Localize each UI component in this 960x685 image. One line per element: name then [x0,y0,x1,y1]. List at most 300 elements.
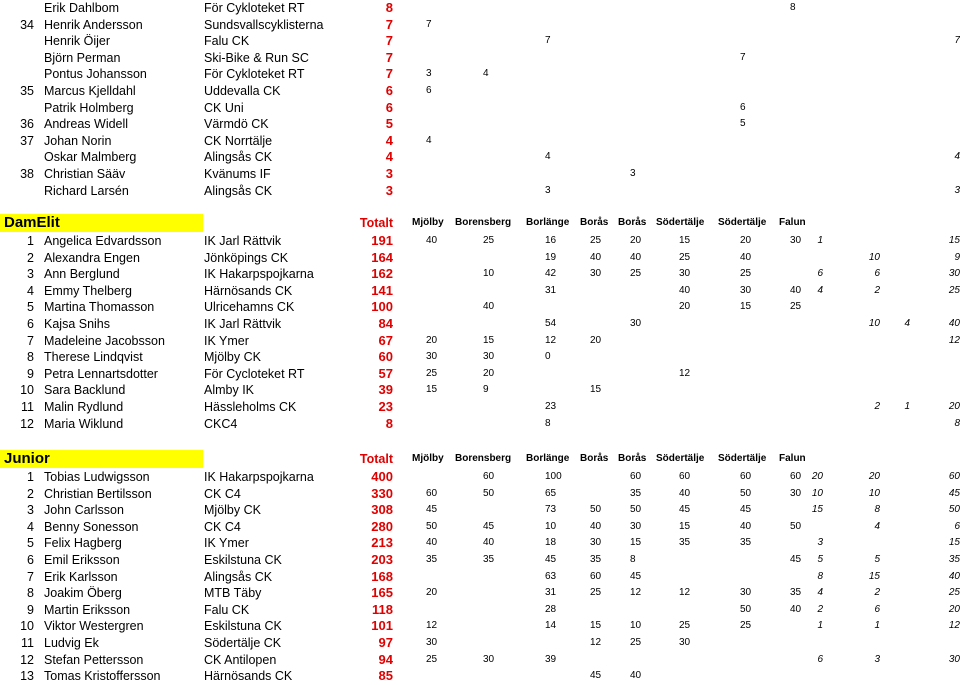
total-points: 67 [378,332,393,348]
race-column-header: Södertälje [718,453,767,464]
race-points: 31 [545,284,557,296]
rank-cell: 4 [27,519,34,534]
total-points: 7 [385,66,393,82]
total-points: 330 [371,485,393,501]
rank-cell: 1 [27,470,34,484]
rank-cell: 36 [20,117,34,132]
rider-name: Patrik Holmberg [44,100,134,115]
race-points: 20 [868,471,880,482]
total-points: 4 [385,132,393,148]
race-points: 12 [948,334,960,346]
race-column-header: Borensberg [455,217,512,228]
race-points: 45 [630,570,642,582]
table-row [0,602,960,619]
rank-cell: 1 [27,234,34,248]
race-points: 8 [790,2,796,13]
race-points: 12 [426,620,438,632]
race-points: 40 [740,520,752,532]
table-row [0,416,960,433]
club-name: Ski-Bike & Run SC [204,50,309,65]
race-points: 15 [590,384,602,396]
race-points: 39 [545,653,557,665]
race-points: 35 [740,537,752,549]
race-points: 40 [630,251,642,263]
race-column-header: Falun [779,217,806,228]
club-name: CK C4 [204,486,241,501]
race-points: 30 [790,487,802,499]
rank-cell: 12 [20,652,34,667]
table-row [0,149,960,166]
race-points: 20 [590,334,602,346]
total-points: 100 [371,299,393,315]
race-points: 15 [483,334,495,346]
race-points: 6 [954,520,960,532]
rider-name: Andreas Widell [44,117,129,132]
rider-name: Björn Perman [44,50,121,65]
race-points: 35 [426,554,438,565]
race-points: 20 [426,587,438,599]
race-points: 1 [904,401,910,412]
club-name: CK Antilopen [204,652,277,667]
total-column-header: Totalt [359,452,393,466]
rank-cell: 5 [27,300,34,315]
club-name: CK Norrtälje [204,133,273,148]
club-name: IK Jarl Rättvik [204,317,282,331]
junior-section-header [0,450,960,468]
race-points: 10 [868,318,880,329]
total-points: 97 [378,635,393,650]
race-column-header: Borlänge [526,453,570,464]
race-points: 10 [868,487,880,499]
race-points: 20 [948,603,960,615]
race-points: 73 [545,504,557,516]
total-points: 60 [378,349,393,365]
race-points: 60 [590,570,602,582]
table-row [0,283,960,300]
race-points: 25 [483,235,495,246]
race-points: 4 [426,134,432,146]
rank-cell: 6 [27,317,34,331]
club-name: IK Hakarpspojkarna [204,470,314,484]
race-points: 5 [874,554,880,565]
rider-name: Sara Backlund [44,383,126,398]
race-points: 28 [545,603,557,615]
race-points: 3 [426,68,432,80]
club-name: För Cykloteket RT [204,1,305,15]
race-points: 8 [630,554,636,565]
race-points: 7 [740,51,746,63]
race-points: 40 [483,537,495,549]
race-column-header: Borås [580,453,609,464]
race-points: 12 [679,587,691,599]
total-points: 6 [385,83,393,98]
total-points: 23 [378,399,393,414]
race-points: 20 [426,334,438,346]
club-name: Sundsvallscyklisterna [204,17,324,32]
race-points: 50 [740,487,752,499]
race-points: 10 [868,251,880,263]
table-row [0,668,960,685]
rider-name: Marcus Kjelldahl [44,84,136,98]
table-row [0,469,960,486]
club-name: Ulricehamns CK [204,300,295,315]
rank-cell: 34 [20,17,34,32]
rider-name: Christian Bertilsson [44,486,152,501]
rank-cell: 10 [20,619,34,634]
rank-cell: 5 [27,536,34,551]
race-points: 30 [679,268,691,280]
club-name: Alingsås CK [204,569,273,584]
table-row [0,33,960,50]
race-points: 31 [545,587,557,599]
race-points: 40 [948,570,960,582]
race-points: 25 [426,653,438,665]
race-points: 35 [630,487,642,499]
race-points: 100 [545,471,562,482]
race-points: 12 [948,620,960,632]
race-points: 60 [679,471,691,482]
rank-cell: 11 [21,636,34,650]
club-name: Alingsås CK [204,183,273,198]
table-row [0,635,960,652]
rank-cell: 9 [27,366,34,381]
table-row [0,502,960,519]
race-points: 19 [545,251,557,263]
club-name: IK Ymer [204,536,249,551]
rider-name: Therese Lindqvist [44,350,143,365]
rank-cell: 7 [27,333,34,348]
race-points: 25 [630,268,642,280]
rank-cell: 6 [27,553,34,567]
race-points: 35 [790,587,802,599]
race-points: 15 [948,537,960,549]
race-points: 12 [679,367,691,379]
race-points: 6 [874,603,880,615]
total-points: 164 [371,249,393,265]
total-points: 6 [385,99,393,115]
race-points: 45 [545,554,557,565]
rank-cell: 11 [21,400,34,414]
race-points: 4 [483,68,489,80]
rank-cell: 10 [20,383,34,398]
total-points: 308 [371,502,393,518]
total-points: 84 [378,316,393,331]
race-points: 15 [679,520,691,532]
race-points: 25 [740,620,752,632]
rank-cell: 8 [27,350,34,365]
race-column-header: Falun [779,453,806,464]
race-points: 1 [874,620,880,632]
race-column-header: Borensberg [455,453,512,464]
total-points: 39 [378,382,393,398]
table-row [0,316,960,333]
race-points: 35 [679,537,691,549]
rank-cell: 3 [27,267,34,282]
race-points: 14 [545,620,557,632]
race-points: 10 [630,620,642,632]
rank-cell: 38 [20,167,34,181]
table-row [0,535,960,552]
race-points: 45 [679,504,691,516]
total-points: 57 [378,365,393,381]
race-points: 20 [811,471,823,482]
race-points: 10 [811,487,823,499]
rank-cell: 3 [27,503,34,518]
rider-name: Martin Eriksson [44,602,131,617]
race-points: 3 [874,653,880,665]
race-points: 7 [954,35,960,47]
race-points: 10 [545,520,557,532]
rider-name: Martina Thomasson [44,300,155,315]
race-points: 8 [954,417,960,429]
club-name: För Cycloteket RT [204,366,305,381]
race-points: 15 [811,504,823,516]
race-points: 30 [630,318,642,329]
rider-name: Richard Larsén [44,183,129,198]
race-points: 40 [948,318,960,329]
table-row [0,552,960,569]
total-points: 4 [385,149,393,165]
total-points: 94 [378,651,393,667]
race-points: 30 [426,637,438,648]
club-name: Mjölby CK [204,350,261,365]
race-points: 50 [483,487,495,499]
race-points: 15 [679,235,691,246]
table-row [0,569,960,586]
club-name: CK C4 [204,519,241,534]
table-row [0,618,960,635]
damelit-section-header [0,214,960,232]
race-points: 20 [483,367,495,379]
club-name: Uddevalla CK [204,84,281,98]
race-points: 30 [630,520,642,532]
race-points: 4 [954,151,960,163]
race-points: 30 [590,268,602,280]
rank-cell: 8 [27,586,34,601]
rider-name: Viktor Westergren [44,619,144,634]
race-column-header: Södertälje [718,217,767,228]
total-points: 7 [385,16,393,32]
race-points: 4 [817,284,823,296]
race-points: 15 [868,570,880,582]
total-points: 400 [371,469,393,484]
rank-cell: 9 [27,602,34,617]
race-points: 4 [817,587,823,599]
total-points: 8 [385,0,393,15]
rank-cell: 2 [27,250,34,265]
section-title: Junior [0,450,203,468]
table-row [0,250,960,267]
race-points: 15 [590,620,602,632]
race-column-header: Borås [618,217,647,228]
race-points: 30 [590,537,602,549]
rider-name: Pontus Johansson [44,67,147,82]
total-points: 168 [371,568,393,584]
club-name: Kvänums IF [204,167,271,181]
race-points: 30 [483,653,495,665]
race-points: 60 [948,471,960,482]
race-points: 5 [817,554,823,565]
race-points: 7 [426,18,432,30]
race-points: 2 [874,284,880,296]
race-points: 15 [426,384,438,396]
section-title: DamElit [0,214,203,232]
race-points: 23 [545,401,557,412]
rider-name: Ann Berglund [44,267,120,282]
race-points: 50 [590,504,602,516]
total-points: 165 [371,585,393,601]
race-points: 30 [948,653,960,665]
race-points: 30 [679,637,691,648]
race-points: 3 [954,184,960,196]
race-points: 40 [590,251,602,263]
race-points: 40 [679,487,691,499]
club-name: Alingsås CK [204,150,273,165]
race-points: 50 [948,504,960,516]
race-points: 60 [426,487,438,499]
table-row [0,382,960,399]
race-points: 60 [740,471,752,482]
race-points: 25 [590,587,602,599]
race-points: 45 [483,520,495,532]
race-points: 12 [590,637,602,648]
race-points: 6 [817,653,823,665]
table-row [0,519,960,536]
club-name: Eskilstuna CK [204,619,282,634]
race-points: 30 [948,268,960,280]
rider-name: Angelica Edvardsson [44,234,162,248]
race-points: 45 [790,554,802,565]
race-points: 12 [545,334,557,346]
rank-cell: 4 [27,283,34,298]
race-points: 20 [740,235,752,246]
race-points: 25 [790,301,802,313]
race-points: 60 [630,471,642,482]
total-points: 118 [372,601,393,617]
rider-name: Henrik Andersson [44,17,143,32]
rider-name: Tomas Kristoffersson [44,669,161,684]
total-points: 213 [371,535,393,551]
race-points: 5 [740,118,746,130]
club-name: CK Uni [204,100,244,115]
race-points: 0 [545,351,551,363]
rider-name: Benny Sonesson [44,519,139,534]
race-points: 25 [630,637,642,648]
total-points: 203 [371,552,393,567]
race-points: 40 [426,235,438,246]
rider-name: Johan Norin [44,133,112,148]
rider-name: Erik Karlsson [44,569,118,584]
club-name: För Cykloteket RT [204,67,305,82]
race-points: 6 [874,268,880,280]
club-name: Värmdö CK [204,117,269,132]
race-points: 20 [948,401,960,412]
race-points: 2 [817,603,823,615]
race-points: 8 [545,417,551,429]
race-points: 7 [545,35,551,47]
race-points: 40 [426,537,438,549]
race-points: 2 [874,401,880,412]
race-points: 12 [630,587,642,599]
race-points: 42 [545,268,557,280]
rider-name: Malin Rydlund [44,400,124,414]
table-row [0,652,960,669]
race-points: 60 [483,471,495,482]
race-points: 35 [948,554,960,565]
total-points: 7 [385,33,393,49]
total-points: 85 [378,668,393,684]
race-points: 2 [874,587,880,599]
race-points: 45 [740,504,752,516]
race-column-header: Södertälje [656,453,705,464]
race-points: 60 [790,471,802,482]
race-column-header: Mjölby [412,453,444,464]
table-row [0,366,960,383]
table-row [0,66,960,83]
rider-name: Christian Sääv [44,167,126,181]
race-points: 8 [817,570,823,582]
table-row [0,266,960,283]
race-points: 45 [590,670,602,682]
table-row [0,100,960,117]
rider-name: Henrik Öijer [44,34,110,49]
race-points: 9 [954,251,960,263]
race-column-header: Mjölby [412,217,444,228]
race-points: 3 [545,184,551,196]
race-points: 45 [426,504,438,516]
race-points: 65 [545,487,557,499]
race-points: 25 [679,620,691,632]
table-row [0,17,960,34]
race-points: 63 [545,570,557,582]
race-points: 20 [679,301,691,313]
total-points: 280 [371,518,393,534]
total-points: 141 [371,282,393,298]
rank-cell: 2 [27,486,34,501]
race-points: 40 [790,284,802,296]
rider-name: Ludvig Ek [44,636,99,650]
table-row [0,585,960,602]
club-name: Falu CK [204,34,250,49]
total-points: 5 [385,116,393,132]
race-points: 1 [817,235,823,246]
club-name: MTB Täby [204,586,262,601]
club-name: Jönköpings CK [204,250,289,265]
race-points: 3 [630,168,636,179]
race-points: 30 [790,235,802,246]
race-points: 45 [948,487,960,499]
rider-name: Emmy Thelberg [44,283,132,298]
total-points: 101 [371,618,393,634]
race-points: 8 [874,504,880,516]
race-points: 25 [590,235,602,246]
rider-name: Tobias Ludwigsson [44,470,150,484]
race-points: 1 [817,620,823,632]
club-name: Härnösands CK [204,283,293,298]
race-points: 30 [483,351,495,363]
total-points: 191 [371,233,393,248]
table-row [0,116,960,133]
rank-cell: 37 [20,133,34,148]
race-points: 40 [790,603,802,615]
race-points: 6 [740,101,746,113]
table-row [0,50,960,67]
table-row [0,133,960,150]
total-points: 162 [371,266,393,282]
race-points: 30 [740,587,752,599]
total-points: 3 [385,182,393,198]
club-name: IK Jarl Rättvik [204,234,282,248]
